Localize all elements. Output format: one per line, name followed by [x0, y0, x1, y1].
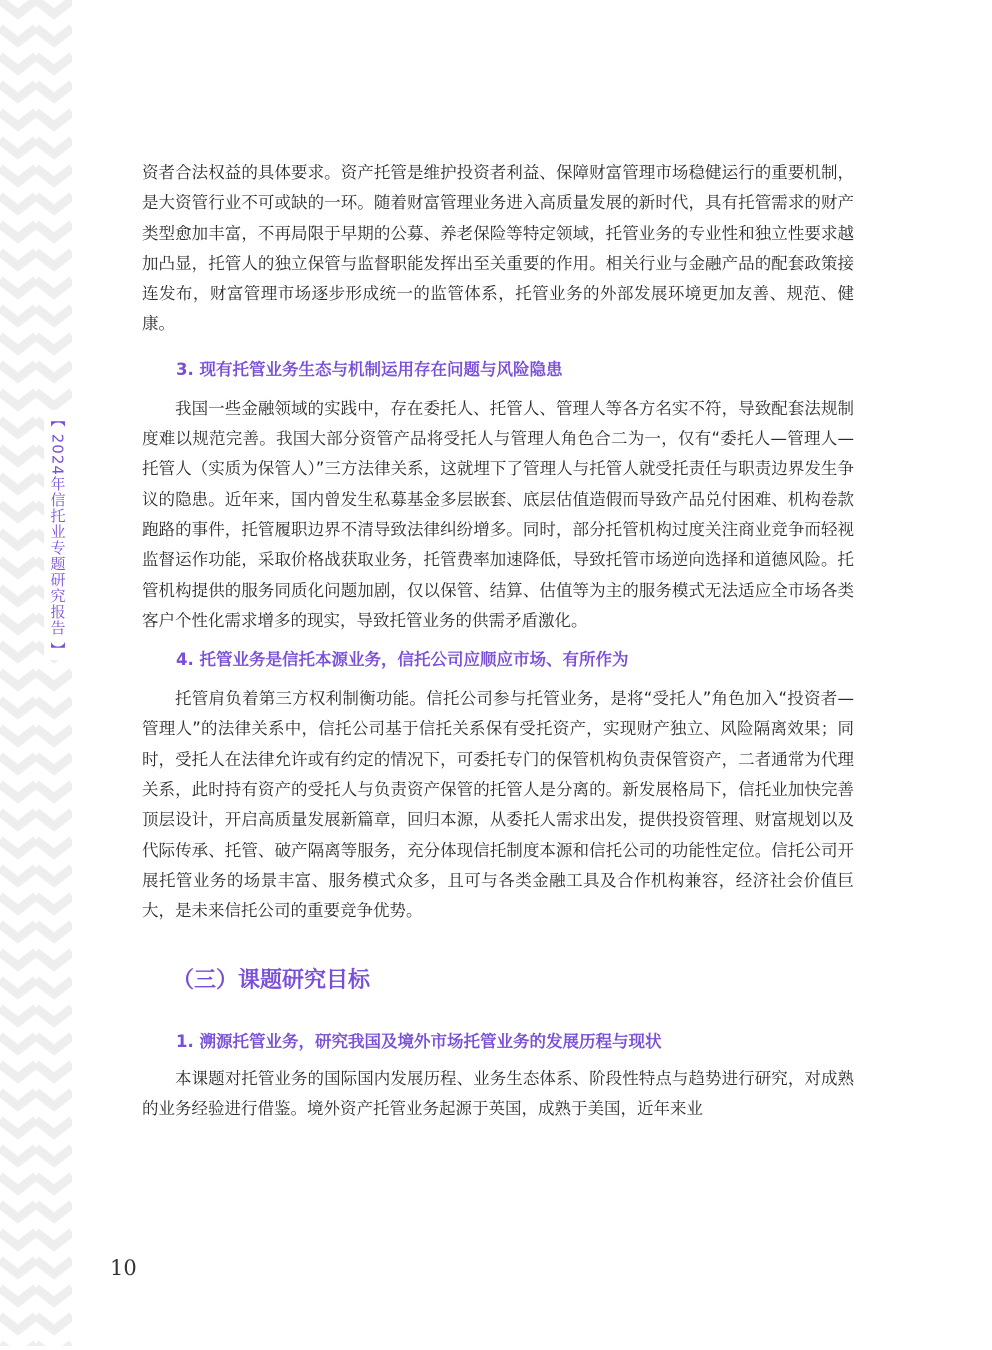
chevron-shape [0, 336, 36, 350]
chevron-shape [0, 196, 36, 210]
chevron-shape [0, 1260, 36, 1274]
chevron-shape [36, 756, 72, 770]
paragraph-problems: 我国一些金融领域的实践中，存在委托人、托管人、管理人等各方名实不符，导致配套法规制度难以规范完善。我国大部分资管产品将受托人与管理人角色合二为一，仅有“委托人—管理人—托管人（实质为保管人）”三方法律关系，这就埋下了管理人与托管人就受托责任与职责边界发生争议的隐患。近年来，国内曾发生私募基金多层嵌套、底层估值造假而导致产品兑付困难、机构卷款跑路的事件，托管履职边界不清导致法律纠纷增多。同时，部分托管机构过度关注商业竞争而轻视监督运作功能，采取价格战获取业务，托管费率加速降低，导致托管市场逆向选择和道德风险。托管机构提供的服务同质化问题加剧，仅以保管、结算、估值等为主的服务模式无法适应全市场各类客户个性化需求增多的现实，导致托管业务的供需矛盾激化。 [142, 398, 854, 630]
chevron-shape [0, 756, 36, 770]
chevron-shape [36, 896, 72, 910]
chevron-shape [0, 0, 36, 14]
chevron-shape [36, 280, 72, 294]
chevron-shape [36, 728, 72, 742]
chevron-shape [36, 868, 72, 882]
chevron-shape [36, 308, 72, 322]
chevron-shape [0, 1176, 36, 1190]
chevron-shape [0, 1064, 36, 1078]
paragraph-research: 本课题对托管业务的国际国内发展历程、业务生态体系、阶段性特点与趋势进行研究，对成熟的业务经验进行借鉴。境外资产托管业务起源于英国，成熟于美国，近年来业 [142, 1068, 854, 1118]
section-heading: （三）课题研究目标 [172, 966, 371, 993]
subheading-4: 4. 托管业务是信托本源业务，信托公司应顺应市场、有所作为 [176, 650, 629, 670]
chevron-shape [0, 140, 36, 154]
chevron-shape [36, 0, 72, 14]
chevron-shape [0, 476, 36, 490]
chevron-shape [0, 168, 36, 182]
chevron-shape [36, 1008, 72, 1022]
chevron-shape [0, 112, 36, 126]
chevron-shape [0, 1148, 36, 1162]
chevron-shape [0, 392, 36, 406]
chevron-shape [0, 1204, 36, 1218]
chevron-shape [36, 84, 72, 98]
chevron-shape [36, 952, 72, 966]
chevron-shape [36, 1092, 72, 1106]
chevron-shape [0, 924, 36, 938]
chevron-shape [36, 700, 72, 714]
chevron-shape [36, 364, 72, 378]
chevron-shape [0, 672, 36, 686]
chevron-shape [0, 980, 36, 994]
chevron-shape [36, 1036, 72, 1050]
chevron-shape [36, 1064, 72, 1078]
chevron-shape [36, 168, 72, 182]
chevron-shape [0, 560, 36, 574]
chevron-shape [36, 224, 72, 238]
chevron-shape [36, 672, 72, 686]
chevron-shape [0, 504, 36, 518]
chevron-shape [36, 1176, 72, 1190]
chevron-shape [0, 1120, 36, 1134]
chevron-shape [36, 812, 72, 826]
subheading-3: 3. 现有托管业务生态与机制运用存在问题与风险隐患 [176, 359, 563, 379]
chevron-shape [36, 784, 72, 798]
paragraph-trust-role: 托管肩负着第三方权利制衡功能。信托公司参与托管业务，是将“受托人”角色加入“投资者—管理人”的法律关系中，信托公司基于信托关系保有受托资产，实现财产独立、风险隔离效果；同时，受托人在法律允许或有约定的情况下，可委托专门的保管机构负责保管资产，二者通常为代理关系，此时持有资产的受托人与负责资产保管的托管人是分离的。新发展格局下，信托业加快完善顶层设计，开启高质量发展新篇章，回归本源，从委托人需求出发，提供投资管理、财富规划以及代际传承、托管、破产隔离等服务，充分体现信托制度本源和信托公司的功能性定位。信托公司开展托管业务的场景丰富、服务模式众多，且可与各类金融工具及合作机构兼容，经济社会价值巨大，是未来信托公司的重要竞争优势。 [142, 689, 854, 921]
chevron-shape [0, 784, 36, 798]
chevron-shape [0, 448, 36, 462]
chevron-shape [36, 1316, 72, 1330]
chevron-shape [0, 224, 36, 238]
chevron-shape [0, 588, 36, 602]
chevron-shape [36, 1232, 72, 1246]
chevron-shape [0, 308, 36, 322]
subheading-1: 1. 溯源托管业务，研究我国及境外市场托管业务的发展历程与现状 [176, 1031, 662, 1051]
chevron-shape [36, 56, 72, 70]
chevron-shape [0, 1316, 36, 1330]
chevron-shape [0, 1288, 36, 1302]
report-side-label: 【 2024年信托业专题研究报告 】 [44, 410, 72, 660]
chevron-shape [0, 812, 36, 826]
chevron-pattern [0, 0, 72, 1346]
chevron-shape [0, 868, 36, 882]
chevron-shape [0, 56, 36, 70]
chevron-shape [0, 420, 36, 434]
chevron-shape [36, 112, 72, 126]
chevron-shape [0, 728, 36, 742]
chevron-shape [36, 1260, 72, 1274]
chevron-shape [36, 252, 72, 266]
chevron-shape [36, 28, 72, 42]
chevron-shape [0, 532, 36, 546]
chevron-shape [0, 28, 36, 42]
chevron-shape [36, 336, 72, 350]
decorative-chevron-strip [0, 0, 72, 1346]
page-number: 10 [110, 1256, 137, 1280]
chevron-shape [36, 196, 72, 210]
chevron-shape [0, 896, 36, 910]
chevron-shape [36, 1204, 72, 1218]
chevron-shape [0, 1232, 36, 1246]
chevron-shape [0, 952, 36, 966]
chevron-shape [36, 840, 72, 854]
paragraph-intro-continued: 资者合法权益的具体要求。资产托管是维护投资者利益、保障财富管理市场稳健运行的重要机制，是大资管行业不可或缺的一环。随着财富管理业务进入高质量发展的新时代，具有托管需求的财产类型愈加丰富，不再局限于早期的公募、养老保险等特定领域，托管业务的专业性和独立性要求越加凸显，托管人的独立保管与监督职能发挥出至关重要的作用。相关行业与金融产品的配套政策接连发布，财富管理市场逐步形成统一的监管体系，托管业务的外部发展环境更加友善、规范、健康。 [142, 163, 854, 334]
chevron-shape [0, 840, 36, 854]
chevron-shape [0, 1008, 36, 1022]
chevron-shape [36, 1148, 72, 1162]
chevron-shape [36, 980, 72, 994]
chevron-shape [0, 1036, 36, 1050]
chevron-shape [0, 252, 36, 266]
chevron-shape [0, 364, 36, 378]
chevron-shape [36, 1120, 72, 1134]
chevron-shape [36, 924, 72, 938]
chevron-shape [36, 140, 72, 154]
chevron-shape [0, 280, 36, 294]
chevron-shape [0, 84, 36, 98]
chevron-shape [0, 1092, 36, 1106]
chevron-shape [36, 392, 72, 406]
chevron-shape [36, 1288, 72, 1302]
chevron-shape [0, 700, 36, 714]
main-content [142, 158, 854, 1124]
chevron-shape [0, 644, 36, 658]
chevron-shape [0, 616, 36, 630]
